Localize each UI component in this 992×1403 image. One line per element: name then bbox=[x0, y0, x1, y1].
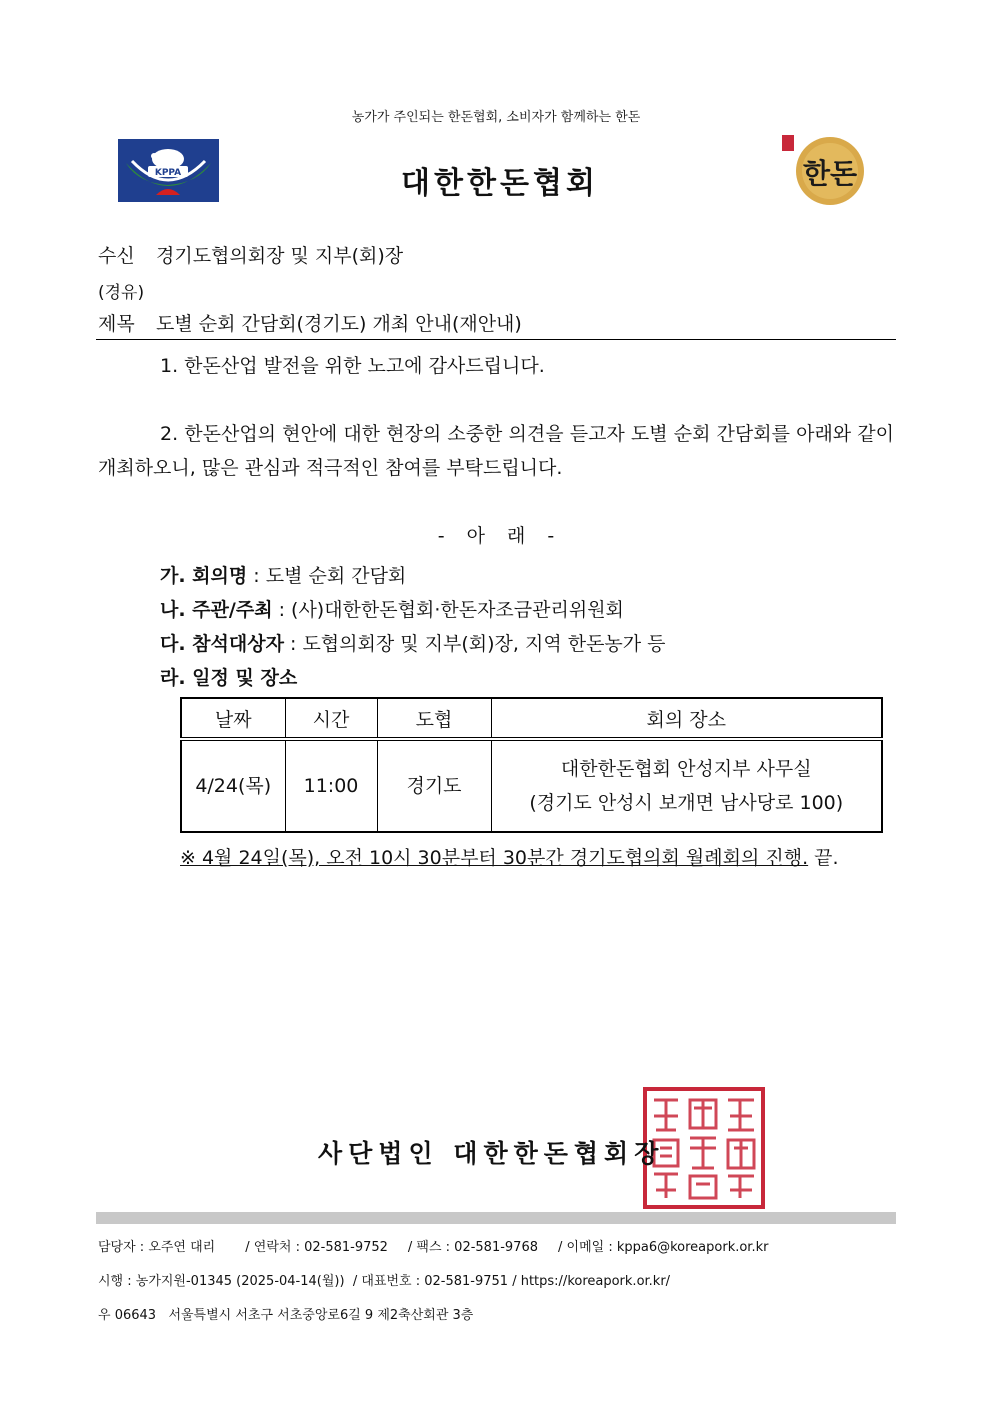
item-label: 라. 일정 및 장소 bbox=[160, 667, 298, 689]
item-schedule bbox=[160, 663, 297, 690]
item-organizer bbox=[160, 595, 624, 622]
schedule-table bbox=[180, 697, 883, 833]
section-marker: - 아 래 - bbox=[437, 525, 555, 547]
recipient-value: 경기도협의회장 및 지부(회)장 bbox=[156, 245, 404, 267]
paragraph-2-text: 2. 한돈산업의 현안에 대한 현장의 소중한 의견을 듣고자 도별 순회 간담회를 아래와 같이 개최하오니, 많은 관심과 적극적인 참여를 부탁드립니다. bbox=[98, 423, 894, 479]
header-date: 날짜 bbox=[181, 698, 285, 739]
item-value: : 도협의회장 및 지부(회)장, 지역 한돈농가 등 bbox=[283, 633, 666, 655]
subject-label: 제목 bbox=[98, 313, 135, 335]
footer-address: 우 06643 서울특별시 서초구 서초중앙로6길 9 제2축산회관 3층 bbox=[98, 1308, 474, 1323]
footer-doc-no: 시행 : 농가지원-01345 (2025-04-14(월)) bbox=[98, 1274, 345, 1289]
footer-phone: / 연락처 : 02-581-9752 bbox=[245, 1240, 388, 1255]
recipient-line bbox=[98, 241, 403, 268]
org-title: 대한한돈협회 bbox=[401, 166, 599, 201]
subject-line bbox=[98, 309, 522, 336]
item-label: 나. 주관/주최 bbox=[160, 599, 273, 621]
place-line-1: 대한한돈협회 안성지부 사무실 bbox=[560, 758, 812, 780]
header-place: 회의 장소 bbox=[491, 698, 882, 739]
header-region: 도협 bbox=[377, 698, 491, 739]
item-label: 가. 회의명 bbox=[160, 565, 248, 587]
item-meeting-name bbox=[160, 561, 406, 588]
handon-logo bbox=[778, 131, 870, 207]
handon-logo-text: 한돈 bbox=[802, 157, 858, 190]
header-time: 시간 bbox=[285, 698, 377, 739]
note-text: ※ 4월 24일(목), 오전 10시 30분부터 30분간 경기도협의회 월례회의 진행. bbox=[180, 847, 809, 869]
subject-value: 도별 순회 간담회(경기도) 개최 안내(재안내) bbox=[156, 313, 522, 335]
footer-contact-line bbox=[98, 1236, 768, 1255]
footer-contact-person: 담당자 : 오주연 대리 bbox=[98, 1240, 216, 1255]
header-rule bbox=[96, 339, 896, 340]
footer-main-phone: / 대표번호 : 02-581-9751 bbox=[352, 1274, 509, 1289]
footer-doc-line bbox=[98, 1270, 670, 1289]
item-value: : (사)대한한돈협회·한돈자조금관리위원회 bbox=[272, 599, 624, 621]
slogan: 농가가 주인되는 한돈협회, 소비자가 함께하는 한돈 bbox=[351, 110, 641, 125]
recipient-label: 수신 bbox=[98, 245, 135, 267]
footer-fax: / 팩스 : 02-581-9768 bbox=[407, 1240, 538, 1255]
kppa-logo-text: KPPA bbox=[154, 168, 182, 178]
footer-website[interactable]: / https://koreapork.or.kr/ bbox=[512, 1274, 671, 1289]
via-line: (경유) bbox=[98, 283, 145, 303]
footer-bar bbox=[96, 1212, 896, 1224]
cell-place bbox=[491, 739, 882, 832]
cell-region: 경기도 bbox=[377, 739, 491, 832]
item-attendees bbox=[160, 629, 666, 656]
paragraph-1: 1. 한돈산업 발전을 위한 노고에 감사드립니다. bbox=[160, 355, 545, 377]
note bbox=[180, 843, 839, 870]
footer-email: / 이메일 : kppa6@koreapork.or.kr bbox=[558, 1240, 769, 1255]
item-label: 다. 참석대상자 bbox=[160, 633, 284, 655]
kppa-logo bbox=[118, 139, 219, 202]
cell-time: 11:00 bbox=[285, 739, 377, 832]
signer: 사단법인 대한한돈협회장 bbox=[318, 1139, 665, 1168]
paragraph-2 bbox=[98, 417, 894, 485]
item-value: : 도별 순회 간담회 bbox=[247, 565, 407, 587]
place-line-2: (경기도 안성시 보개면 남사당로 100) bbox=[529, 792, 844, 814]
table-row bbox=[181, 739, 882, 832]
note-end: 끝. bbox=[808, 847, 839, 869]
cell-date: 4/24(목) bbox=[181, 739, 285, 832]
table-header-row bbox=[181, 698, 882, 739]
